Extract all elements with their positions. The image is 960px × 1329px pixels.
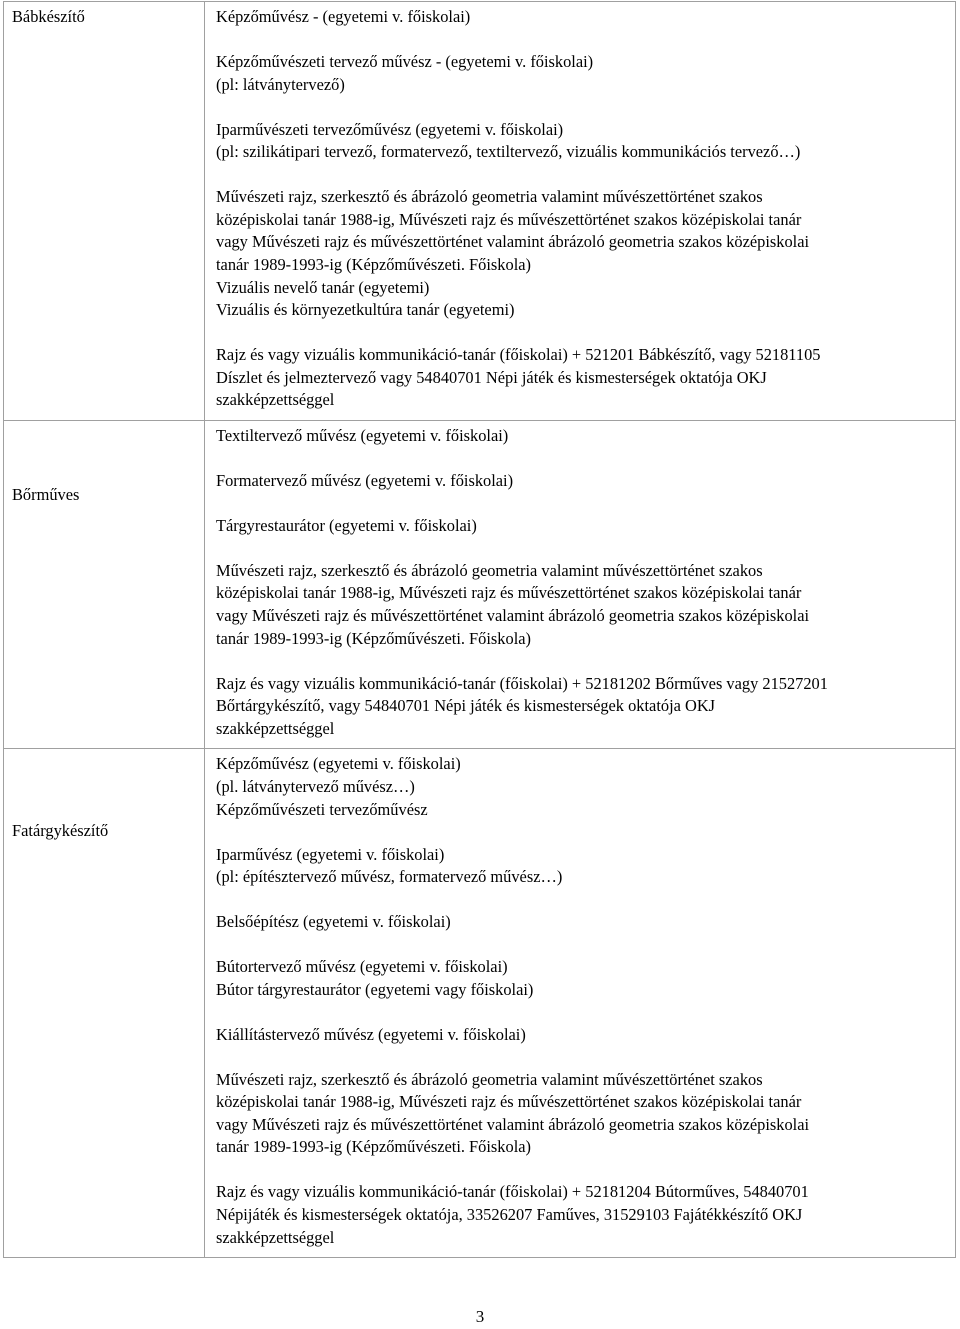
qualification-lines	[205, 421, 955, 749]
qualification-line: szakképzettséggel	[216, 1227, 335, 1247]
qualification-line: Művészeti rajz, szerkesztő és ábrázoló geometria valamint művészettörténet szakos	[216, 560, 763, 580]
qualification-line: Képzőművészeti tervező művész - (egyetemi v. főiskolai)	[216, 51, 594, 71]
profession-name: Fatárgykészítő	[12, 821, 109, 841]
qualification-lines	[205, 749, 955, 1257]
qualification-line: Képzőművész (egyetemi v. főiskolai)	[216, 754, 461, 774]
qualification-line: Formatervező művész (egyetemi v. főiskolai)	[216, 470, 514, 490]
blank-line	[216, 889, 949, 911]
blank-line	[216, 1001, 949, 1023]
blank-line	[216, 821, 949, 843]
qualification-line: Iparművész (egyetemi v. főiskolai)	[216, 844, 445, 864]
qualification-line: vagy Művészeti rajz és művészettörténet valamint ábrázoló geometria szakos középiskolai	[216, 232, 810, 252]
qualification-line: Bőrtárgykészítő, vagy 54840701 Népi játék és kismesterségek oktatója OKJ	[216, 696, 716, 716]
blank-line	[216, 537, 949, 559]
qualification-line: Rajz és vagy vizuális kommunikáció-tanár (főiskolai) + 521201 Bábkészítő, vagy 52181105	[216, 345, 821, 365]
profession-name: Bőrműves	[12, 484, 80, 504]
qualification-line: (pl: építésztervező művész, formatervező művész…)	[216, 867, 563, 887]
qualifications-cell	[205, 2, 956, 421]
blank-line	[216, 934, 949, 956]
qualification-line: Művészeti rajz, szerkesztő és ábrázoló geometria valamint művészettörténet szakos	[216, 187, 763, 207]
qualification-line: középiskolai tanár 1988-ig, Művészeti rajz és művészettörténet szakos középiskolai tanár	[216, 1092, 802, 1112]
qualification-line: Textiltervező művész (egyetemi v. főiskolai)	[216, 425, 509, 445]
qualification-line: (pl: szilikátipari tervező, formatervező, textiltervező, vizuális kommunikációs tervező…)	[216, 142, 801, 162]
profession-cell	[4, 420, 205, 749]
qualification-line: Bútortervező művész (egyetemi v. főiskolai)	[216, 957, 508, 977]
qualification-line: Népijáték és kismesterségek oktatója, 33526207 Faműves, 31529103 Fajátékkészítő OKJ	[216, 1205, 803, 1225]
qualification-line: vagy Művészeti rajz és művészettörténet valamint ábrázoló geometria szakos középiskolai	[216, 606, 810, 626]
qualification-line: Képzőművész - (egyetemi v. főiskolai)	[216, 7, 471, 26]
qualification-line: Rajz és vagy vizuális kommunikáció-tanár (főiskolai) + 52181204 Bútorműves, 54840701	[216, 1182, 809, 1202]
qualifications-cell	[205, 420, 956, 749]
qualification-line: vagy Művészeti rajz és művészettörténet valamint ábrázoló geometria szakos középiskolai	[216, 1114, 810, 1134]
blank-line	[216, 96, 949, 118]
table-row	[4, 420, 956, 749]
qualification-table	[3, 1, 956, 1258]
blank-line	[216, 492, 949, 514]
qualification-line: Belsőépítész (egyetemi v. főiskolai)	[216, 912, 451, 932]
qualification-line: Képzőművészeti tervezőművész	[216, 799, 428, 819]
page-number: 3	[475, 1307, 485, 1326]
qualification-line: Vizuális és környezetkultúra tanár (egyetemi)	[216, 300, 515, 320]
qualification-line: Bútor tárgyrestaurátor (egyetemi vagy főiskolai)	[216, 979, 534, 999]
table-row	[4, 2, 956, 421]
qualification-lines	[205, 2, 955, 420]
qualification-line: Iparművészeti tervezőművész (egyetemi v. főiskolai)	[216, 119, 564, 139]
profession-name: Bábkészítő	[12, 7, 85, 26]
qualification-line: (pl: látványtervező)	[216, 74, 345, 94]
qualification-line: szakképzettséggel	[216, 390, 335, 410]
table-row	[4, 749, 956, 1258]
qualification-line: Rajz és vagy vizuális kommunikáció-tanár (főiskolai) + 52181202 Bőrműves vagy 21527201	[216, 673, 828, 693]
qualification-line: Művészeti rajz, szerkesztő és ábrázoló geometria valamint művészettörténet szakos	[216, 1069, 763, 1089]
qualification-line: Díszlet és jelmeztervező vagy 54840701 Népi játék és kismesterségek oktatója OKJ	[216, 367, 767, 387]
blank-line	[216, 29, 949, 51]
blank-line	[216, 650, 949, 672]
blank-line	[216, 1046, 949, 1068]
qualification-line: tanár 1989-1993-ig (Képzőművészeti. Főiskola)	[216, 254, 531, 274]
qualification-line: szakképzettséggel	[216, 718, 335, 738]
qualification-line: Tárgyrestaurátor (egyetemi v. főiskolai)	[216, 515, 477, 535]
profession-cell	[4, 2, 205, 421]
qualifications-cell	[205, 749, 956, 1258]
profession-cell	[4, 749, 205, 1258]
qualification-line: középiskolai tanár 1988-ig, Művészeti rajz és művészettörténet szakos középiskolai tanár	[216, 583, 802, 603]
blank-line	[216, 164, 949, 186]
blank-line	[216, 322, 949, 344]
qualification-line: tanár 1989-1993-ig (Képzőművészeti. Főiskola)	[216, 628, 531, 648]
qualification-line: (pl. látványtervező művész…)	[216, 776, 415, 796]
blank-line	[216, 447, 949, 469]
blank-line	[216, 1159, 949, 1181]
qualification-line: Vizuális nevelő tanár (egyetemi)	[216, 277, 430, 297]
qualification-line: tanár 1989-1993-ig (Képzőművészeti. Főiskola)	[216, 1137, 531, 1157]
qualification-line: középiskolai tanár 1988-ig, Művészeti rajz és művészettörténet szakos középiskolai tanár	[216, 209, 802, 229]
qualification-line: Kiállítástervező művész (egyetemi v. főiskolai)	[216, 1024, 526, 1044]
